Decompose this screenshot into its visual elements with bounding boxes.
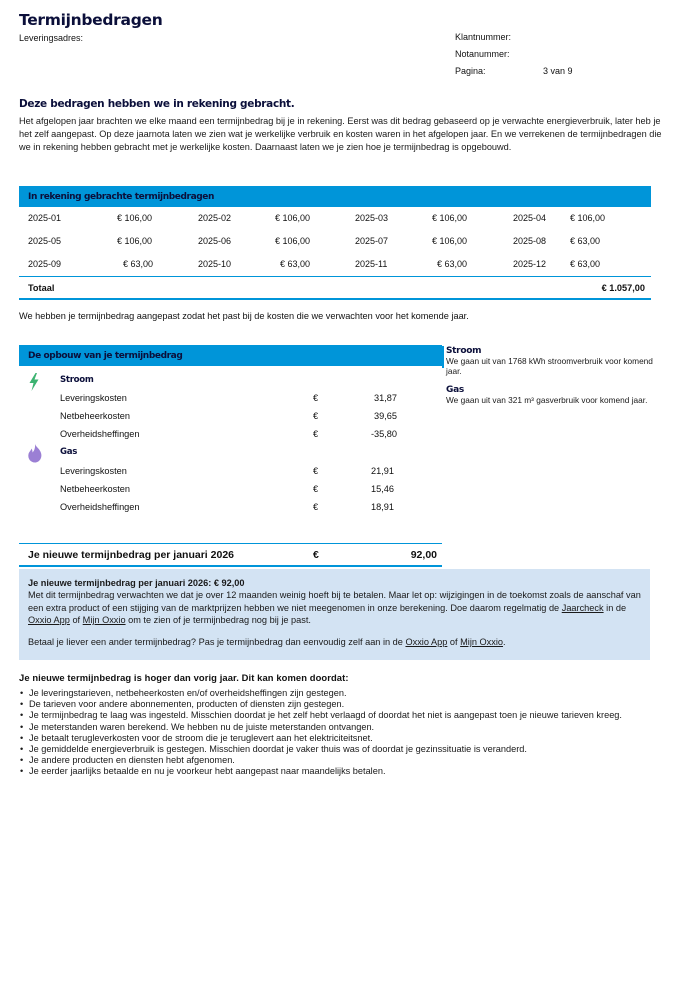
period: 2025-12 xyxy=(513,259,547,269)
period: 2025-09 xyxy=(28,259,62,269)
list-item: • Je termijnbedrag te laag was ingesteld. Misschien doordat je het zelf hebt verlaagd of doordat het niet is aangepast toen je nieuwe tarieven kreeg. xyxy=(19,710,659,721)
table-row xyxy=(19,481,442,499)
group-row-gas xyxy=(19,444,442,462)
period: 2025-03 xyxy=(355,213,389,223)
mijn-oxxio-link[interactable]: Mijn Oxxio xyxy=(460,637,504,648)
new-installment-info-box xyxy=(19,569,650,660)
oxxio-app-link[interactable]: Oxxio App xyxy=(405,637,448,648)
amount: € 106,00 xyxy=(275,236,311,246)
list-item: • Je andere producten en diensten hebt afgenomen. xyxy=(19,755,659,766)
table-row xyxy=(19,390,442,408)
table-row xyxy=(19,207,651,230)
customer-number-label: Klantnummer: xyxy=(455,31,512,42)
group-row-stroom xyxy=(19,372,442,390)
reasons-section xyxy=(19,672,659,778)
amount: € 63,00 xyxy=(570,259,601,269)
table-row xyxy=(19,408,442,426)
page-number-row xyxy=(455,62,665,79)
cost-value: 18,91 xyxy=(371,502,394,512)
info-heading: Je nieuwe termijnbedrag per januari 2026: € 92,00 xyxy=(28,578,245,588)
info-text: om te zien of je termijnbedrag nog bij je past. xyxy=(125,614,311,625)
stroom-note xyxy=(443,346,663,376)
invoice-number-row xyxy=(455,45,665,62)
delivery-address-label: Leveringsadres: xyxy=(19,33,84,43)
amount: € 63,00 xyxy=(280,259,311,269)
gas-note xyxy=(443,385,663,406)
cost-value: -35,80 xyxy=(370,429,397,439)
document-meta xyxy=(455,28,665,79)
amount: € 106,00 xyxy=(432,236,468,246)
amount: € 106,00 xyxy=(570,213,606,223)
customer-number-row xyxy=(455,28,665,45)
cost-label: Overheidsheffingen xyxy=(60,502,140,512)
currency: € xyxy=(313,429,319,439)
amount: € 63,00 xyxy=(570,236,601,246)
accent-bar xyxy=(442,346,444,368)
page-title: Termijnbedragen xyxy=(19,11,163,29)
cost-value: 21,91 xyxy=(371,466,394,476)
currency: € xyxy=(313,393,319,403)
cost-label: Leveringskosten xyxy=(60,466,127,476)
cost-label: Netbeheerkosten xyxy=(60,411,130,421)
info-text: in de xyxy=(603,602,627,613)
currency: € xyxy=(313,484,319,494)
cost-label: Overheidsheffingen xyxy=(60,429,140,439)
amount: € 106,00 xyxy=(117,213,153,223)
currency: € xyxy=(313,411,319,421)
currency: € xyxy=(313,549,319,561)
note-title: Stroom xyxy=(446,346,482,356)
period: 2025-02 xyxy=(198,213,232,223)
flame-icon xyxy=(27,444,43,463)
total-value: € 1.057,00 xyxy=(601,282,645,293)
info-text: Betaal je liever een ander termijnbedrag? Pas je termijnbedrag dan eenvoudig zelf aan in de xyxy=(28,637,406,648)
group-name: Gas xyxy=(60,447,78,457)
section-heading: Deze bedragen hebben we in rekening gebracht. xyxy=(19,98,295,110)
table-row xyxy=(19,426,442,444)
page-label: Pagina: xyxy=(455,65,486,76)
period: 2025-08 xyxy=(513,236,547,246)
info-text: of xyxy=(69,614,83,625)
amount: € 63,00 xyxy=(123,259,154,269)
mijn-oxxio-link[interactable]: Mijn Oxxio xyxy=(82,614,126,625)
currency: € xyxy=(313,466,319,476)
usage-assumptions xyxy=(443,346,663,415)
note-text: We gaan uit van 1768 kWh stroomverbruik voor komend jaar. xyxy=(446,356,653,376)
period: 2025-07 xyxy=(355,236,389,246)
cost-label: Leveringskosten xyxy=(60,393,127,403)
list-item: • Je eerder jaarlijks betaalde en nu je voorkeur hebt aangepast naar maandelijks betalen. xyxy=(19,766,659,777)
invoice-number-label: Notanummer: xyxy=(455,48,510,59)
amount: € 106,00 xyxy=(117,236,153,246)
total-label: Je nieuwe termijnbedrag per januari 2026 xyxy=(28,549,234,561)
note-text: We gaan uit van 321 m³ gasverbruik voor komend jaar. xyxy=(446,395,648,405)
adjustment-note: We hebben je termijnbedrag aangepast zodat het past bij de kosten die we verwachten voor het komende jaar. xyxy=(19,311,469,321)
cost-value: 31,87 xyxy=(374,393,397,403)
charged-installments-table xyxy=(19,186,651,300)
table-header: De opbouw van je termijnbedrag xyxy=(19,345,442,366)
lightning-bolt-icon xyxy=(28,373,40,391)
reasons-heading: Je nieuwe termijnbedrag is hoger dan vorig jaar. Dit kan komen doordat: xyxy=(19,672,349,683)
period: 2025-05 xyxy=(28,236,62,246)
table-row xyxy=(19,499,442,517)
total-row xyxy=(19,276,651,300)
period: 2025-01 xyxy=(28,213,62,223)
cost-value: 39,65 xyxy=(374,411,397,421)
period: 2025-06 xyxy=(198,236,232,246)
info-text: . xyxy=(503,637,506,648)
total-value: 92,00 xyxy=(410,549,437,561)
info-text: of xyxy=(447,637,461,648)
cost-label: Netbeheerkosten xyxy=(60,484,130,494)
list-item: • Je betaalt terugleverkosten voor de stroom die je teruglevert aan het elektriciteitsnet. xyxy=(19,733,659,744)
reasons-list xyxy=(19,688,659,778)
period: 2025-04 xyxy=(513,213,547,223)
table-row xyxy=(19,463,442,481)
new-installment-total-row xyxy=(19,543,442,567)
installment-breakdown-table xyxy=(19,345,442,561)
table-header: In rekening gebrachte termijnbedragen xyxy=(19,186,651,207)
group-name: Stroom xyxy=(60,375,94,385)
intro-paragraph: Het afgelopen jaar brachten we elke maand een termijnbedrag bij je in rekening. Eerst was dit bedrag gebaseerd op je verwachte energieverbruik, later heb je het zelf aangepast. Op deze jaarnota laten we zien wat je werkelijke verbruik en kosten waren in het afgelopen jaar. En we verrekenen de termijnbedragen die we in rekening hebben gebracht met je werkelijke kosten. Daarnaast laten we je zien hoe je termijnbedrag is opgebouwd. xyxy=(19,116,662,153)
oxxio-app-link[interactable]: Oxxio App xyxy=(28,614,70,625)
table-row xyxy=(19,253,651,276)
amount: € 106,00 xyxy=(432,213,468,223)
note-title: Gas xyxy=(446,385,464,395)
amount: € 63,00 xyxy=(437,259,468,269)
amount: € 106,00 xyxy=(275,213,311,223)
list-item: • Je gemiddelde energieverbruik is gestegen. Misschien doordat je vaker thuis was of doordat je gezinssituatie is veranderd. xyxy=(19,744,659,755)
page-value: 3 van 9 xyxy=(543,65,573,76)
info-text: Met dit termijnbedrag verwachten we dat je over 12 maanden weinig hoeft bij te betalen. Maar let op: wijzigingen in de toekomst zoals de aanschaf van een extra product of een stijging van de marktprijzen hebben we niet meegenomen in onze berekening. Doe daarom regelmatig de xyxy=(28,590,641,613)
currency: € xyxy=(313,502,319,512)
list-item: • Je leveringstarieven, netbeheerkosten en/of overheidsheffingen zijn gestegen. xyxy=(19,688,659,699)
table-row xyxy=(19,230,651,253)
table-body xyxy=(19,207,651,276)
period: 2025-11 xyxy=(355,259,388,269)
list-item: • De tarieven voor andere abonnementen, producten of diensten zijn gestegen. xyxy=(19,699,659,710)
total-label: Totaal xyxy=(28,282,55,293)
jaarcheck-link[interactable]: Jaarcheck xyxy=(561,602,604,613)
period: 2025-10 xyxy=(198,259,232,269)
table-body xyxy=(19,366,442,561)
cost-value: 15,46 xyxy=(371,484,394,494)
list-item: • Je meterstanden waren berekend. We hebben nu de juiste meterstanden ontvangen. xyxy=(19,722,659,733)
